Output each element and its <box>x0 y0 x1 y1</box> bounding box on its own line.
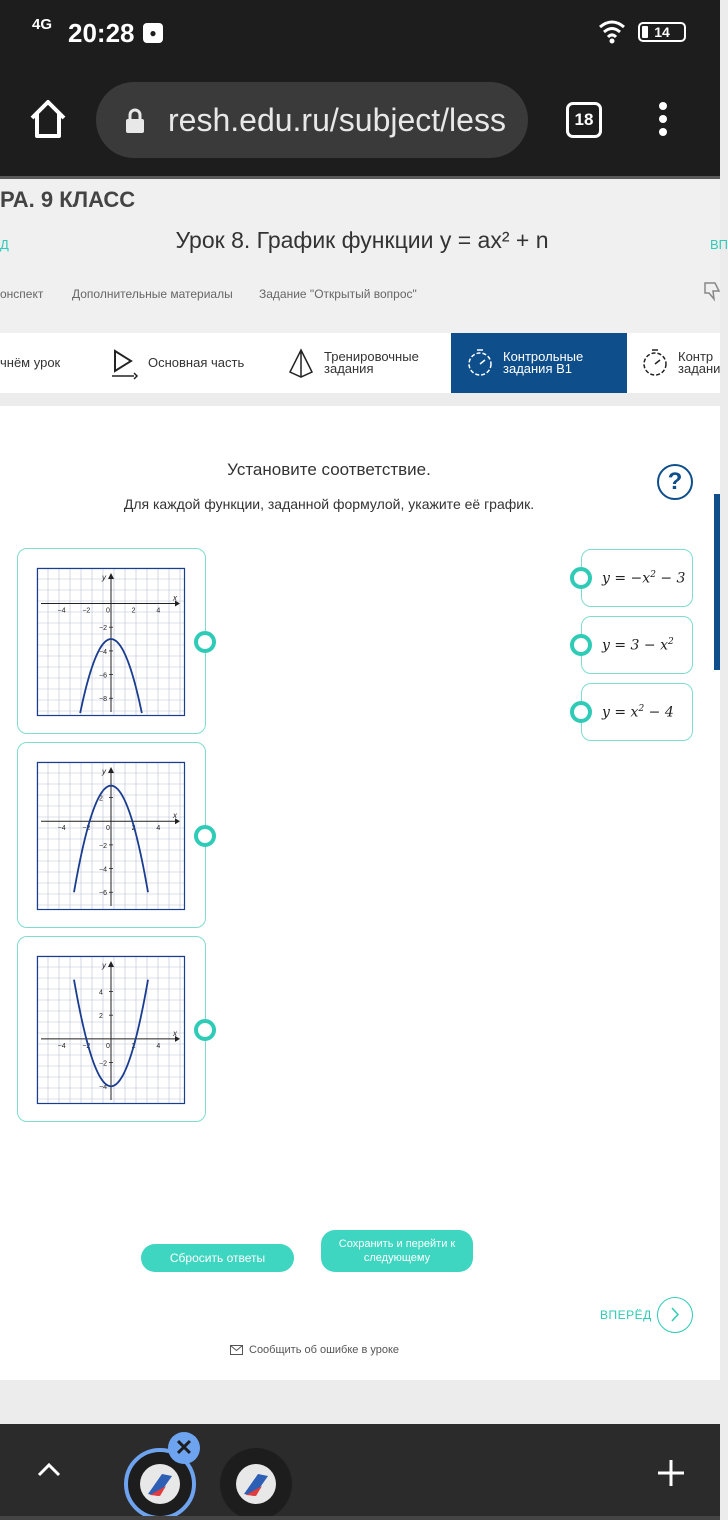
parabola-graph <box>37 568 185 716</box>
x-tick-label: 0 <box>106 1042 110 1050</box>
tab-switcher-button[interactable]: 18 <box>566 102 602 138</box>
reset-answers-button[interactable]: Сбросить ответы <box>141 1244 294 1272</box>
x-tick-label: −4 <box>57 607 66 615</box>
tab-label: Контр задани <box>678 349 721 376</box>
lesson-tabs <box>0 333 720 393</box>
wifi-icon <box>598 18 626 44</box>
graph-card-2[interactable] <box>17 742 206 928</box>
additional-materials-link[interactable]: Дополнительные материалы <box>72 287 233 301</box>
status-time: 20:28 <box>68 18 135 48</box>
tab-label: Тренировочные задания <box>324 349 419 376</box>
battery-level: 14 <box>654 24 670 40</box>
y-axis-label: y <box>102 961 106 970</box>
browser-bottom-bar <box>0 1424 720 1520</box>
task-title: Установите соответствие. <box>227 460 431 479</box>
tab-label: чнём урок <box>0 355 61 370</box>
formula-connector-2[interactable] <box>570 634 592 656</box>
formula-card-3[interactable] <box>581 683 693 741</box>
y-axis-label: y <box>102 767 106 776</box>
x-tick-label: 4 <box>156 607 161 615</box>
stopwatch-icon <box>467 348 493 378</box>
x-tick-label: −4 <box>57 825 66 833</box>
task-description: Для каждой функции, заданной формулой, укажите её график. <box>123 496 535 512</box>
url-text: resh.edu.ru/subject/less <box>168 102 506 138</box>
x-tick-label: −2 <box>82 825 91 833</box>
y-tick-label: 2 <box>99 795 103 803</box>
resh-logo-icon <box>236 1464 276 1504</box>
course-title: РА. 9 КЛАСС <box>0 187 136 212</box>
mail-icon <box>230 1345 243 1355</box>
graph-connector-2[interactable] <box>194 825 216 847</box>
graph-connector-1[interactable] <box>194 631 216 653</box>
x-tick-label: −4 <box>57 1042 66 1050</box>
y-tick-label: −8 <box>99 696 107 704</box>
y-tick-label: −4 <box>99 1084 107 1092</box>
x-tick-label: 4 <box>156 825 161 833</box>
formula-connector-1[interactable] <box>570 567 592 589</box>
lock-icon <box>124 108 146 134</box>
y-axis-arrow <box>108 961 114 967</box>
forward-button[interactable] <box>657 1297 693 1333</box>
next-lesson-link[interactable]: ВП <box>710 237 728 252</box>
battery-indicator <box>638 22 686 42</box>
address-bar[interactable] <box>96 82 528 158</box>
y-tick-label: −4 <box>99 648 107 656</box>
save-and-next-button[interactable]: Сохранить и перейти к следующему <box>321 1230 473 1272</box>
x-tick-label: −2 <box>82 1042 91 1050</box>
tab-control-tasks-b1[interactable] <box>451 333 627 393</box>
microphone-icon: ● <box>143 23 163 43</box>
y-axis-label: y <box>102 573 106 582</box>
overflow-menu-icon[interactable] <box>656 102 670 142</box>
x-axis-label: x <box>173 1028 177 1038</box>
y-tick-label: −2 <box>99 625 107 633</box>
status-bar <box>0 0 720 66</box>
parabola-graph <box>37 762 185 910</box>
close-tab-icon[interactable]: ✕ <box>168 1432 200 1464</box>
x-tick-label: 2 <box>131 825 136 833</box>
new-tab-icon[interactable] <box>656 1458 686 1488</box>
x-tick-label: 0 <box>106 607 110 615</box>
browser-toolbar <box>0 66 720 176</box>
parabola-graph <box>37 956 185 1104</box>
graph-connector-3[interactable] <box>194 1019 216 1041</box>
x-axis-label: x <box>173 593 177 603</box>
resh-logo-icon <box>140 1464 180 1504</box>
formula-connector-3[interactable] <box>570 701 592 723</box>
formula-text: $y = 3 - x^2$ <box>602 637 674 654</box>
formula-text: $y = -x^2 - 3$ <box>602 570 686 587</box>
play-icon <box>112 348 138 378</box>
y-tick-label: −4 <box>99 866 107 874</box>
stopwatch-icon <box>642 348 668 378</box>
chevron-right-icon <box>658 1298 691 1331</box>
tab-control-tasks-b2[interactable] <box>642 333 720 393</box>
graph-card-1[interactable] <box>17 548 206 734</box>
x-tick-label: −2 <box>82 607 91 615</box>
tab-main-part[interactable] <box>112 333 272 393</box>
page-title: Урок 8. График функции y = ax² + n <box>175 227 549 253</box>
prev-lesson-link[interactable]: Д <box>0 237 9 252</box>
y-axis-arrow <box>108 767 114 773</box>
graph-card-3[interactable] <box>17 936 206 1122</box>
tab-start-lesson[interactable] <box>0 333 100 393</box>
help-button[interactable]: ? <box>657 464 693 500</box>
y-axis-arrow <box>108 573 114 579</box>
report-error-link[interactable] <box>230 1344 399 1356</box>
home-icon[interactable] <box>28 98 68 140</box>
y-tick-label: −2 <box>99 1060 107 1068</box>
tab-label: Контрольные задания В1 <box>503 349 584 376</box>
formula-card-1[interactable] <box>581 549 693 607</box>
thumbs-down-icon[interactable] <box>703 281 721 301</box>
formula-text: $y = x^2 - 4$ <box>602 704 674 721</box>
x-axis-label: x <box>173 811 177 821</box>
x-tick-label: 2 <box>131 1042 136 1050</box>
summary-link[interactable]: онспект <box>0 287 44 301</box>
chevron-up-icon[interactable] <box>36 1460 62 1478</box>
x-tick-label: 2 <box>131 607 136 615</box>
y-tick-label: −6 <box>99 672 107 680</box>
side-accent-bar <box>714 494 720 670</box>
report-error-label: Сообщить об ошибке в уроке <box>249 1344 400 1356</box>
open-question-link[interactable]: Задание "Открытый вопрос" <box>259 287 417 301</box>
x-tick-label: 4 <box>156 1042 161 1050</box>
pyramid-icon <box>288 348 314 378</box>
browser-tab[interactable] <box>220 1448 292 1520</box>
y-tick-label: 2 <box>99 1013 103 1021</box>
tab-label: Основная часть <box>148 355 245 370</box>
task-panel <box>0 406 720 1380</box>
formula-card-2[interactable] <box>581 616 693 674</box>
gesture-strip <box>0 1516 720 1520</box>
lesson-header <box>0 179 728 333</box>
x-tick-label: 0 <box>106 825 110 833</box>
network-indicator: 4G <box>32 16 53 33</box>
y-tick-label: −2 <box>99 842 107 850</box>
y-tick-label: 4 <box>99 989 103 997</box>
forward-label[interactable]: ВПЕРЁД <box>600 1308 652 1322</box>
y-tick-label: −6 <box>99 890 107 898</box>
tab-training-tasks[interactable] <box>288 333 448 393</box>
